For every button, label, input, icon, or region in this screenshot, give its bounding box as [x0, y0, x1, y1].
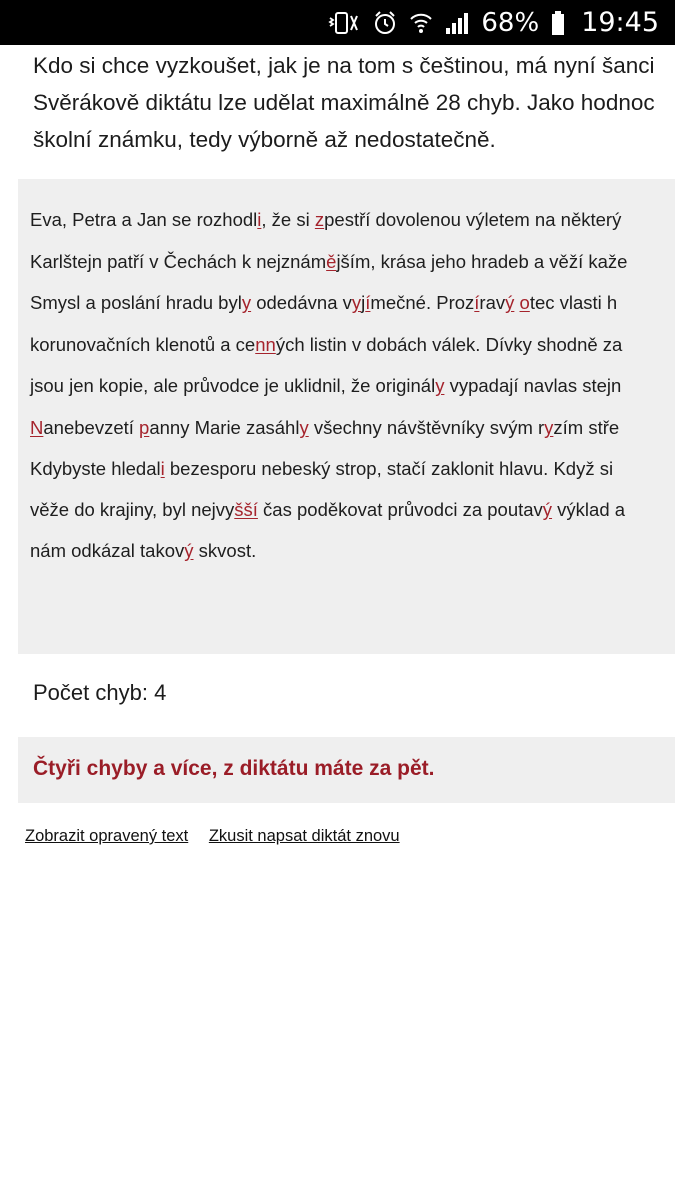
dictation-line [30, 417, 619, 439]
error-mark: ě [326, 251, 337, 272]
error-mark: ý [542, 499, 553, 520]
signal-icon [445, 11, 469, 35]
dictation-line [30, 540, 256, 562]
intro-line: školní známku, tedy výborně až nedostatečně. [33, 127, 496, 152]
dictation-panel [18, 179, 675, 654]
wifi-icon [409, 10, 433, 36]
status-bar [0, 0, 675, 45]
dictation-text: Eva, Petra a Jan se rozhodl [30, 209, 258, 230]
error-mark: y [241, 292, 252, 313]
dictation-text: Karlštejn patří v Čechách k nejznám [30, 251, 327, 272]
dictation-text: j [361, 292, 366, 313]
error-mark: z [314, 209, 325, 230]
dictation-line [30, 251, 627, 273]
dictation-text: anny Marie zasáhl [149, 417, 300, 438]
dictation-text: čas poděkovat průvodci za poutav [257, 499, 543, 520]
dictation-text: korunovačních klenotů a ce [30, 334, 256, 355]
dictation-text: skvost. [193, 540, 257, 561]
verdict-box [18, 737, 675, 803]
show-corrected-link[interactable]: Zobrazit opravený text [25, 827, 189, 845]
dictation-line [30, 292, 617, 314]
error-mark: y [544, 417, 554, 438]
error-mark: N [30, 417, 44, 438]
error-mark: í [474, 292, 480, 313]
action-links [25, 827, 416, 846]
dictation-text: pestří dovolenou výletem na některý [324, 209, 622, 230]
error-mark: y [299, 417, 309, 438]
dictation-line [30, 375, 621, 397]
dictation-line [30, 334, 622, 356]
intro-line: Svěrákově diktátu lze udělat maximálně 28 chyb. Jako hodnoc [33, 90, 655, 115]
error-mark: ý [505, 292, 515, 313]
dictation-text: všechny návštěvníky svým r [308, 417, 545, 438]
dictation-text: věže do krajiny, byl nejvy [30, 499, 235, 520]
vibrate-mute-icon [327, 10, 361, 36]
clock: 19:45 [581, 7, 659, 38]
dictation-text: bezesporu nebeský strop, stačí zaklonit hlavu. Když si [164, 458, 614, 479]
intro-line: Kdo si chce vyzkoušet, jak je na tom s češtinou, má nyní šanci [33, 53, 655, 78]
error-mark: nn [255, 334, 276, 355]
dictation-text: , že si [261, 209, 315, 230]
dictation-text: Smysl a poslání hradu byl [30, 292, 242, 313]
error-mark: o [519, 292, 530, 313]
battery-percent: 68% [481, 7, 540, 38]
error-mark: í [365, 292, 371, 313]
error-mark: ý [184, 540, 194, 561]
dictation-line [30, 458, 613, 480]
dictation-text: odedávna v [251, 292, 352, 313]
error-count: Počet chyb: 4 [33, 680, 167, 705]
try-again-link[interactable]: Zkusit napsat diktát znovu [208, 827, 400, 845]
dictation-text: ých listin v dobách válek. Dívky shodně za [275, 334, 623, 355]
dictation-text: vypadají navlas stejn [444, 375, 622, 396]
battery-icon [551, 10, 565, 36]
error-mark: y [435, 375, 445, 396]
dictation-text: mečné. Proz [370, 292, 475, 313]
dictation-text: výklad a [552, 499, 626, 520]
dictation-text: rav [479, 292, 506, 313]
dictation-text: jším, krása jeho hradeb a věží kaže [336, 251, 628, 272]
error-mark: y [351, 292, 362, 313]
dictation-text: anebevzetí [43, 417, 140, 438]
dictation-line [30, 209, 621, 231]
dictation-text: jsou jen kopie, ale průvodce je uklidnil, že originál [30, 375, 436, 396]
error-mark: šší [234, 499, 258, 520]
dictation-line [30, 499, 625, 521]
error-mark: i [160, 458, 165, 479]
dictation-text: Kdybyste hledal [30, 458, 161, 479]
dictation-text: nám odkázal takov [30, 540, 185, 561]
verdict-text: Čtyři chyby a více, z diktátu máte za pět. [33, 757, 435, 780]
error-mark: i [257, 209, 262, 230]
alarm-icon [373, 10, 397, 36]
error-mark: p [139, 417, 150, 438]
intro-paragraph [33, 45, 675, 158]
dictation-text: tec vlasti h [529, 292, 618, 313]
dictation-text: zím stře [553, 417, 620, 438]
